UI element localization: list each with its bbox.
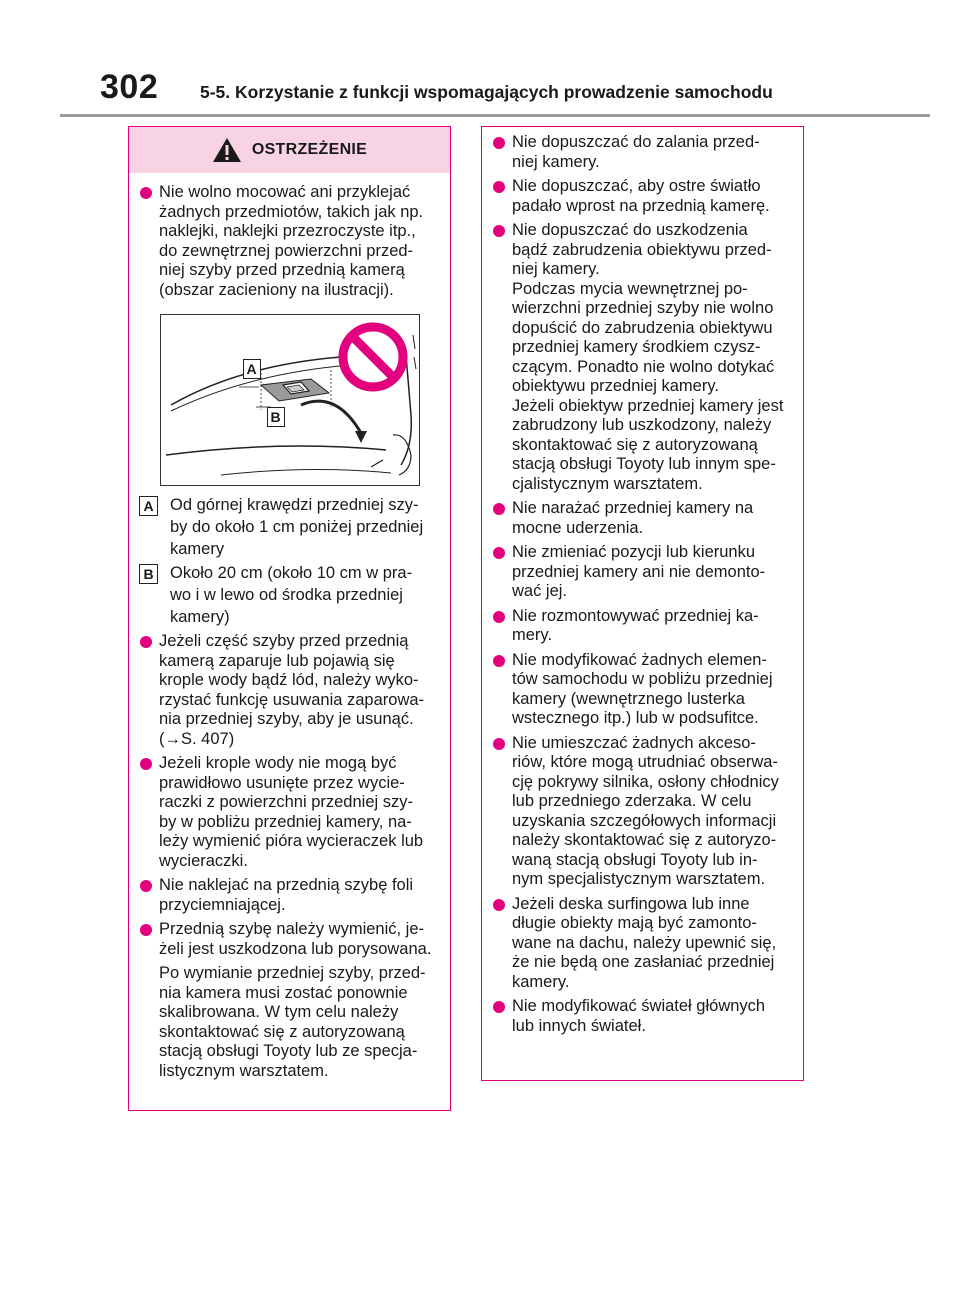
list-item: Nie umieszczać żadnych akceso- riów, które mogą utrudniać obserwa- cję pokrywy silnika, osłony chłodnicy lub przedniego zderzaka. W celu uzyskania szczegółowych informacji należy skontaktować się z autoryzo- waną stacją obsługi Toyoty lub in- nym specjalistycznym warsztatem. <box>492 734 797 890</box>
figure-label-a: A <box>243 359 261 379</box>
figure-legend <box>129 494 450 628</box>
legend-text-b: Około 20 cm (około 10 cm w pra- wo i w lewo od środka przedniej kamery) <box>170 564 413 626</box>
list-item: Nie modyfikować żadnych elemen- tów samochodu w pobliżu przedniej kamery (wewnętrznego lusterka wstecznego itp.) lub w podsufitce. <box>492 651 797 729</box>
legend-text-a: Od górnej krawędzi przedniej szy- by do około 1 cm poniżej przedniej kamery <box>170 496 424 558</box>
windshield-drawing <box>161 315 419 485</box>
section-title: 5-5. Korzystanie z funkcji wspomagających prowadzenie samochodu <box>200 82 773 102</box>
list-item: Jeżeli deska surfingowa lub inne długie obiekty mają być zamonto- wane na dachu, należy upewnić się, że nie będą one zasłaniać przedniej kamery. <box>492 895 797 993</box>
list-item: Nie dopuszczać do zalania przed- niej kamery. <box>492 133 797 172</box>
page-number: 302 <box>100 68 159 106</box>
prohibited-icon <box>343 327 403 387</box>
legend-row-a <box>139 494 444 560</box>
list-item: Nie zmieniać pozycji lub kierunku przedniej kamery ani nie demonto- wać jej. <box>492 543 797 602</box>
figure-label-b: B <box>267 407 285 427</box>
list-item: Nie rozmontowywać przedniej ka- mery. <box>492 607 797 646</box>
list-item-paragraph: Po wymianie przedniej szyby, przed- nia kamera musi zostać ponownie skalibrowana. W tym celu należy skontaktować się z autoryzowaną stacją obsługi Toyoty lub ze specja- listycznym warsztatem. <box>159 964 426 1080</box>
legend-row-b <box>139 562 444 628</box>
warning-box-left <box>128 126 451 1111</box>
list-item: Nie dopuszczać, aby ostre światło padało wprost na przednią kamerę. <box>492 177 797 216</box>
list-item: Jeżeli krople wody nie mogą być prawidłowo usunięte przez wycie- raczki z powierzchni przedniej szy- by w pobliżu przedniej kamery, na- leży wymienić pióra wycieraczek lub wycieraczki. <box>139 754 444 871</box>
warning-box-right <box>481 126 804 1081</box>
page-header <box>60 68 930 117</box>
list-item: Nie narażać przedniej kamery na mocne uderzenia. <box>492 499 797 538</box>
warning-triangle-icon <box>212 137 242 163</box>
list-item: Nie naklejać na przednią szybę foli przyciemniającej. <box>139 876 444 915</box>
list-item: Nie dopuszczać do uszkodzenia bądź zabrudzenia obiektywu przed- niej kamery. Podczas mycia wewnętrznej po- wierzchni przedniej szyby nie wolno dopuścić do zabrudzenia obiektywu przedniej kamery środkiem czysz- czącym. Ponadto nie wolno dotykać obiektywu przedniej kamery. Jeżeli obiektyw przedniej kamery jest zabrudzony lub uszkodzony, należy skontaktować się z autoryzowaną stacją obsługi Toyoty lub innym spe- cjalistycznym warsztatem. <box>492 221 797 494</box>
list-item: Nie wolno mocować ani przyklejać żadnych przedmiotów, takich jak np. naklejki, naklejki przezroczyste itp., do zewnętrznej powierzchni przed- niej szyby przed przednią kamerą (obszar zacieniony na ilustracji). <box>139 183 444 300</box>
warning-header <box>129 127 450 173</box>
windshield-camera-illustration <box>160 314 420 486</box>
list-item: Jeżeli część szyby przed przednią kamerą zaparuje lub pojawią się krople wody bądź lód, należy wyko- rzystać funkcję usuwania zaparowa- nia przedniej szyby, aby je usunąć. (→S. 407) <box>139 632 444 749</box>
list-item: Nie modyfikować świateł głównych lub innych świateł. <box>492 997 797 1036</box>
legend-key-b: B <box>139 564 158 584</box>
list-item: Przednią szybę należy wymienić, je- żeli jest uszkodzona lub porysowana. <box>139 920 444 959</box>
warning-title: OSTRZEŻENIE <box>251 141 368 158</box>
legend-key-a: A <box>139 496 158 516</box>
